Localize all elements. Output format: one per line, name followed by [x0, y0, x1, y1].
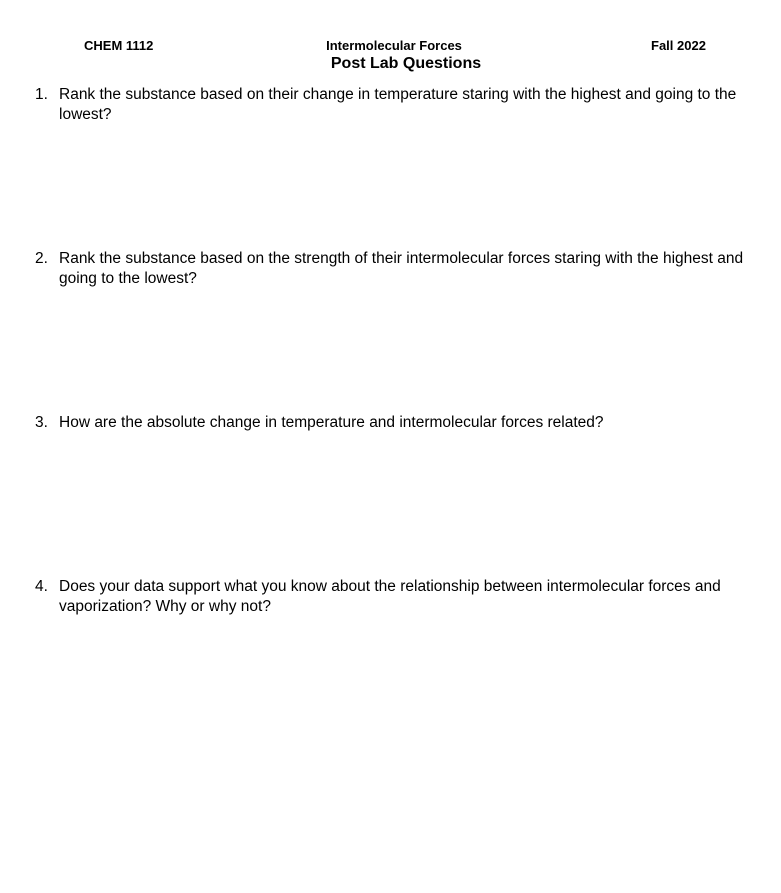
question-4: [35, 577, 745, 617]
question-1: [35, 85, 745, 125]
question-number: 2.: [35, 250, 48, 267]
question-2: [35, 249, 745, 289]
course-code: CHEM 1112: [84, 38, 154, 53]
question-number: 1.: [35, 86, 48, 103]
question-3: [35, 413, 745, 433]
question-text: How are the absolute change in temperature and intermolecular forces related?: [59, 414, 604, 431]
question-text: Rank the substance based on their change in temperature staring with the highest and going to the lowest?: [59, 86, 737, 123]
question-number: 3.: [35, 414, 48, 431]
term-label: Fall 2022: [651, 38, 706, 53]
question-text: Rank the substance based on the strength of their intermolecular forces staring with the highest and going to the lowest?: [59, 250, 744, 287]
page-title: Post Lab Questions: [330, 55, 482, 72]
question-text: Does your data support what you know about the relationship between intermolecular forces and vaporization? Why or why not?: [59, 578, 721, 615]
question-number: 4.: [35, 578, 48, 595]
document-topic: Intermolecular Forces: [326, 38, 462, 53]
